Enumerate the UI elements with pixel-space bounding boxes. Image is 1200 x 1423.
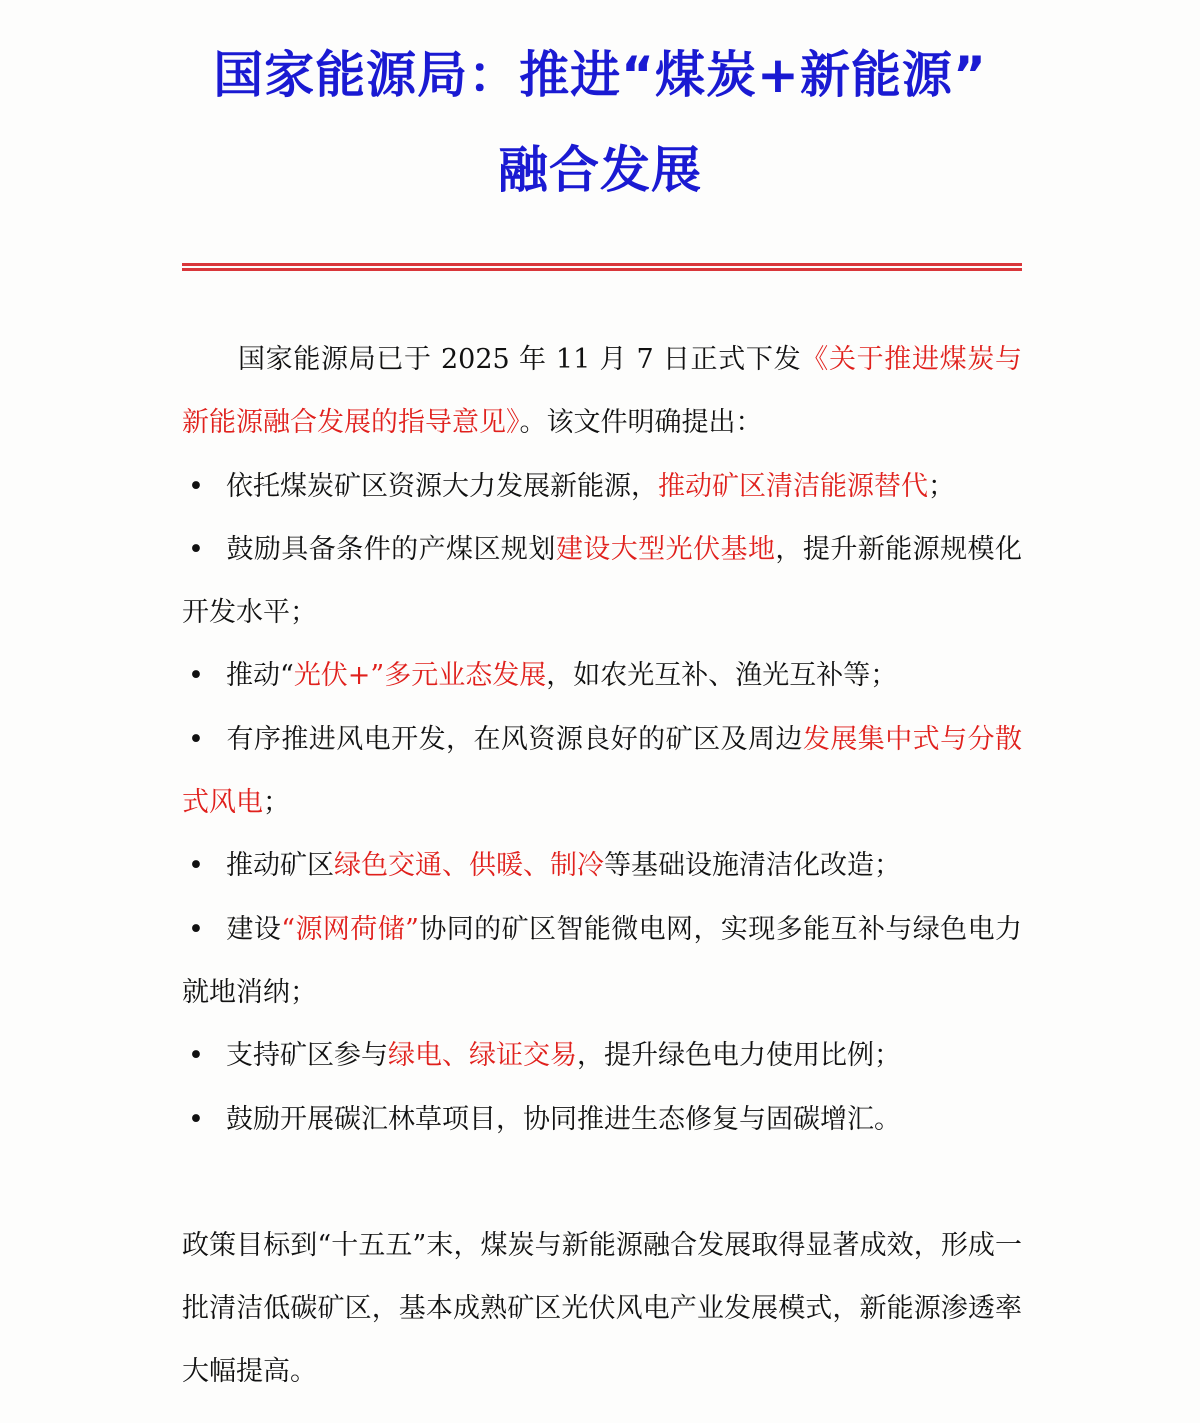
divider-bottom <box>182 268 1022 271</box>
highlight: 发展集中式与分散式风电 <box>182 723 1023 819</box>
highlight: 绿色交通、供暖、制冷 <box>334 850 604 882</box>
bullet-item <box>182 644 1022 707</box>
text: 依托煤炭矿区资源大力发展新能源， <box>226 470 658 502</box>
highlight: 推动矿区清洁能源替代 <box>658 470 928 502</box>
bullet-icon: • <box>188 470 204 502</box>
title-line-2: 融合发展 <box>498 141 702 199</box>
highlight: “源网荷储” <box>281 913 419 945</box>
text: ，提升新能源规模化开发水平； <box>182 533 1023 629</box>
intro-text: 国家能源局已于 2025 年 11 月 7 日正式下发 <box>238 344 802 375</box>
bullet-icon: • <box>188 660 204 692</box>
text: ，提升绿色电力使用比例； <box>577 1040 901 1072</box>
bullet-item <box>182 455 1022 518</box>
bullet-icon: • <box>188 1040 204 1072</box>
intro-text: 。该文件明确提出： <box>519 407 763 439</box>
title-line-1: 国家能源局：推进“煤炭+新能源” <box>213 46 987 104</box>
bullet-icon: • <box>188 533 204 565</box>
text: 鼓励具备条件的产煤区规划 <box>226 533 556 565</box>
bullet-item <box>182 1024 1022 1087</box>
bullet-item <box>182 518 1022 645</box>
highlight: 建设大型光伏基地 <box>555 533 776 565</box>
text: 鼓励开展碳汇林草项目，协同推进生态修复与固碳增汇。 <box>226 1103 901 1135</box>
bullet-icon: • <box>188 723 204 755</box>
intro-paragraph <box>182 328 1022 455</box>
bullet-icon: • <box>188 913 204 945</box>
text: 等基础设施清洁化改造； <box>604 850 901 882</box>
conclusion-paragraph: 政策目标到“十五五”末，煤炭与新能源融合发展取得显著成效，形成一批清洁低碳矿区，基本成熟矿区光伏风电产业发展模式，新能源渗透率大幅提高。 <box>182 1229 1022 1388</box>
text: 推动“ <box>226 660 294 692</box>
document-body <box>182 328 1022 1404</box>
text: ； <box>263 787 290 819</box>
bullet-item <box>182 1088 1022 1151</box>
highlight: 光伏+”多元业态发展 <box>293 660 547 692</box>
text: ； <box>928 470 955 502</box>
page-title <box>0 28 1200 218</box>
bullet-item <box>182 898 1022 1025</box>
text: 推动矿区 <box>226 850 334 882</box>
text: 有序推进风电开发，在风资源良好的矿区及周边 <box>226 723 803 755</box>
text: 建设 <box>226 913 282 945</box>
text: 协同的矿区智能微电网，实现多能互补与绿色电力就地消纳； <box>182 913 1023 1008</box>
bullet-item <box>182 834 1022 897</box>
bullet-item <box>182 708 1022 835</box>
divider-top <box>182 263 1022 266</box>
highlight: 绿电、绿证交易 <box>388 1040 577 1072</box>
bullet-icon: • <box>188 850 204 882</box>
bullet-icon: • <box>188 1103 204 1135</box>
text: 支持矿区参与 <box>226 1040 388 1072</box>
text: ，如农光互补、渔光互补等； <box>546 660 898 692</box>
document-title-highlight: 《关于推进煤炭与新能源融合发展的指导意见》 <box>182 344 1022 439</box>
